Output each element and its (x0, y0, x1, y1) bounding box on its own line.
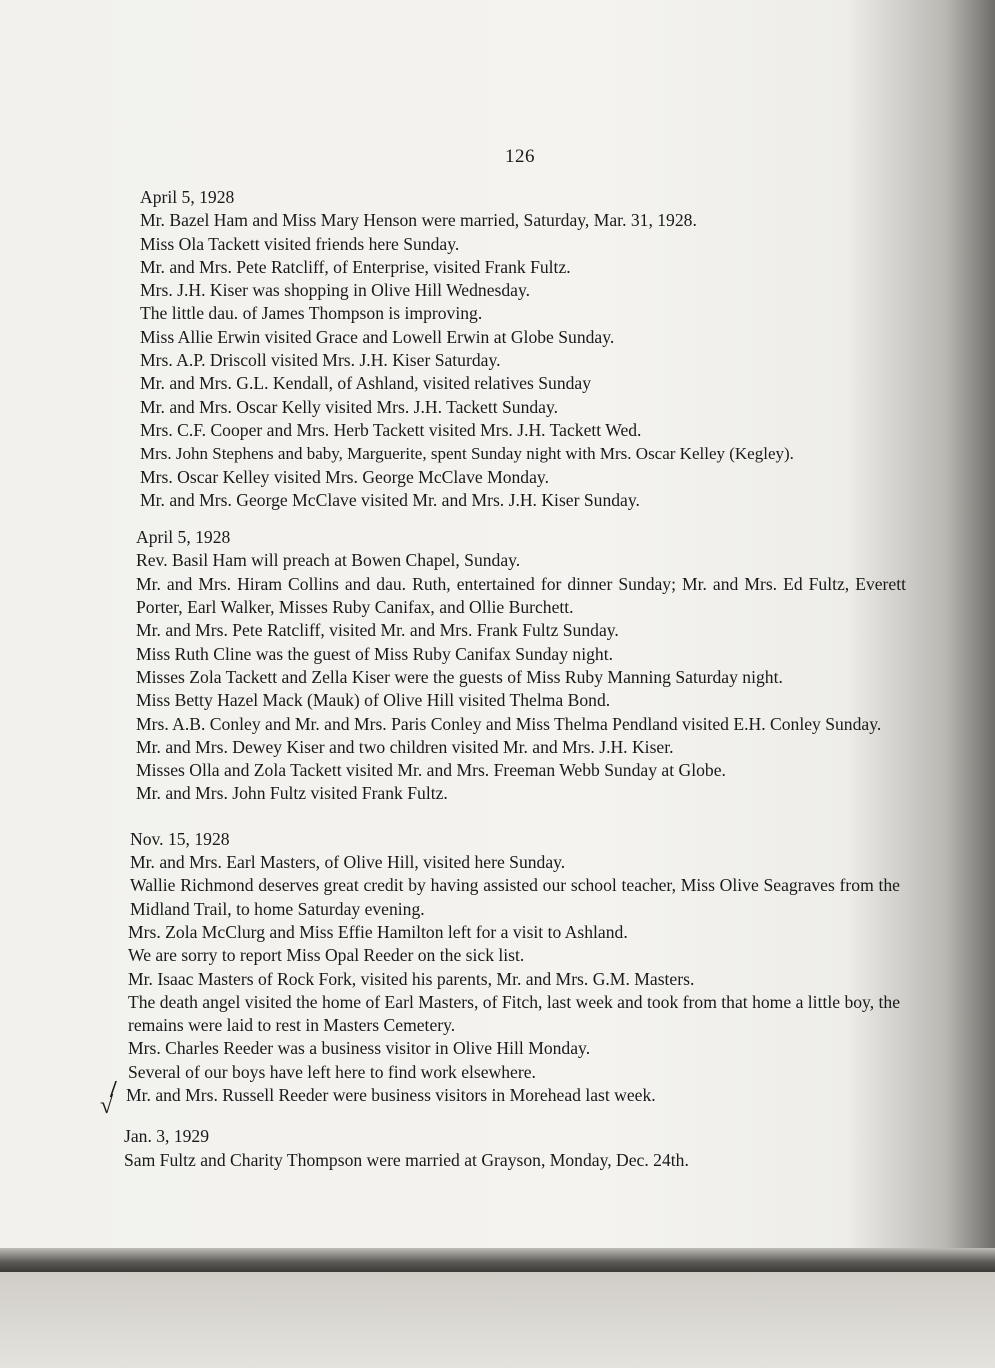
page-content (122, 186, 912, 1186)
entry-line: Mr. and Mrs. G.L. Kendall, of Ashland, visited relatives Sunday (140, 373, 592, 394)
news-entry-4 (122, 1125, 912, 1172)
entry-line: Mrs. John Stephens and baby, Marguerite, spent Sunday night with Mrs. Oscar Kelley (Kegley). (140, 444, 794, 464)
entry-line: Misses Zola Tackett and Zella Kiser were the guests of Miss Ruby Manning Saturday night. (136, 666, 783, 687)
entry-date: Nov. 15, 1928 (130, 828, 230, 849)
margin-check-mark: √ (100, 1093, 114, 1119)
entry-line: Miss Betty Hazel Mack (Mauk) of Olive Hill visited Thelma Bond. (136, 690, 611, 711)
entry-line: Wallie Richmond deserves great credit by having assisted our school teacher, Miss Olive Seagraves from the Midland Trail, to home Saturday evening. (130, 875, 900, 919)
entry-line: Mr. and Mrs. Russell Reeder were business visitors in Morehead last week. (126, 1084, 656, 1105)
entry-line: Mr. and Mrs. Hiram Collins and dau. Ruth, entertained for dinner Sunday; Mr. and Mrs. Ed Fultz, Everett Porter, Earl Walker, Misses Ruby Canifax, and Ollie Burchett. (136, 573, 906, 618)
entry-date: Jan. 3, 1929 (124, 1126, 210, 1147)
entry-line: Miss Allie Erwin visited Grace and Lowell Erwin at Globe Sunday. (140, 326, 615, 347)
entry-line: The death angel visited the home of Earl Masters, of Fitch, last week and took from that home a little boy, the remains were laid to rest in Masters Cemetery. (128, 991, 900, 1036)
entry-line: Mr. and Mrs. Dewey Kiser and two children visited Mr. and Mrs. J.H. Kiser. (136, 736, 674, 757)
entry-line: Mrs. Zola McClurg and Miss Effie Hamilton left for a visit to Ashland. (128, 921, 628, 942)
entry-line: Mr. and Mrs. George McClave visited Mr. and Mrs. J.H. Kiser Sunday. (140, 489, 640, 510)
entry-line: Mr. and Mrs. Earl Masters, of Olive Hill, visited here Sunday. (130, 852, 566, 873)
entry-line: Miss Ruth Cline was the guest of Miss Ruby Canifax Sunday night. (136, 643, 613, 664)
page-number: 126 (505, 146, 535, 167)
entry-line: We are sorry to report Miss Opal Reeder on the sick list. (128, 945, 525, 966)
entry-line: Mr. and Mrs. Oscar Kelly visited Mrs. J.H. Tackett Sunday. (140, 396, 559, 417)
entry-line: Several of our boys have left here to find work elsewhere. (128, 1061, 536, 1082)
news-entry-2 (122, 526, 912, 806)
entry-line: Mr. Bazel Ham and Miss Mary Henson were married, Saturday, Mar. 31, 1928. (140, 210, 697, 231)
entry-line: Sam Fultz and Charity Thompson were married at Grayson, Monday, Dec. 24th. (124, 1149, 689, 1170)
entry-line: Mrs. Oscar Kelley visited Mrs. George McClave Monday. (140, 466, 549, 487)
entry-date: April 5, 1928 (140, 187, 235, 207)
entry-line: Mr. Isaac Masters of Rock Fork, visited his parents, Mr. and Mrs. G.M. Masters. (128, 968, 695, 989)
entry-line: Misses Olla and Zola Tackett visited Mr. and Mrs. Freeman Webb Sunday at Globe. (136, 760, 726, 781)
entry-line: Mr. and Mrs. Pete Ratcliff, visited Mr. and Mrs. Frank Fultz Sunday. (136, 620, 619, 641)
news-entry-3 (122, 828, 912, 1108)
entry-line: Mrs. J.H. Kiser was shopping in Olive Hill Wednesday. (140, 280, 531, 301)
entry-line: Mr. and Mrs. Pete Ratcliff, of Enterprise, visited Frank Fultz. (140, 256, 571, 277)
news-entry-1 (122, 186, 912, 512)
entry-line: Mrs. Charles Reeder was a business visitor in Olive Hill Monday. (128, 1038, 591, 1059)
entry-line: Mrs. A.B. Conley and Mr. and Mrs. Paris Conley and Miss Thelma Pendland visited E.H. Conley Sunday. (136, 713, 882, 734)
entry-line: Mrs. C.F. Cooper and Mrs. Herb Tackett visited Mrs. J.H. Tackett Wed. (140, 419, 642, 440)
entry-line: Miss Ola Tackett visited friends here Sunday. (140, 233, 460, 254)
entry-line: Rev. Basil Ham will preach at Bowen Chapel, Sunday. (136, 550, 521, 571)
page-edge-shadow (0, 1248, 995, 1272)
entry-date: April 5, 1928 (136, 527, 231, 548)
margin-slash-mark: / (110, 1077, 117, 1103)
entry-line: The little dau. of James Thompson is improving. (140, 303, 483, 324)
entry-line: Mr. and Mrs. John Fultz visited Frank Fultz. (136, 783, 448, 804)
entry-line: Mrs. A.P. Driscoll visited Mrs. J.H. Kiser Saturday. (140, 350, 501, 371)
background-surface (0, 1272, 995, 1368)
